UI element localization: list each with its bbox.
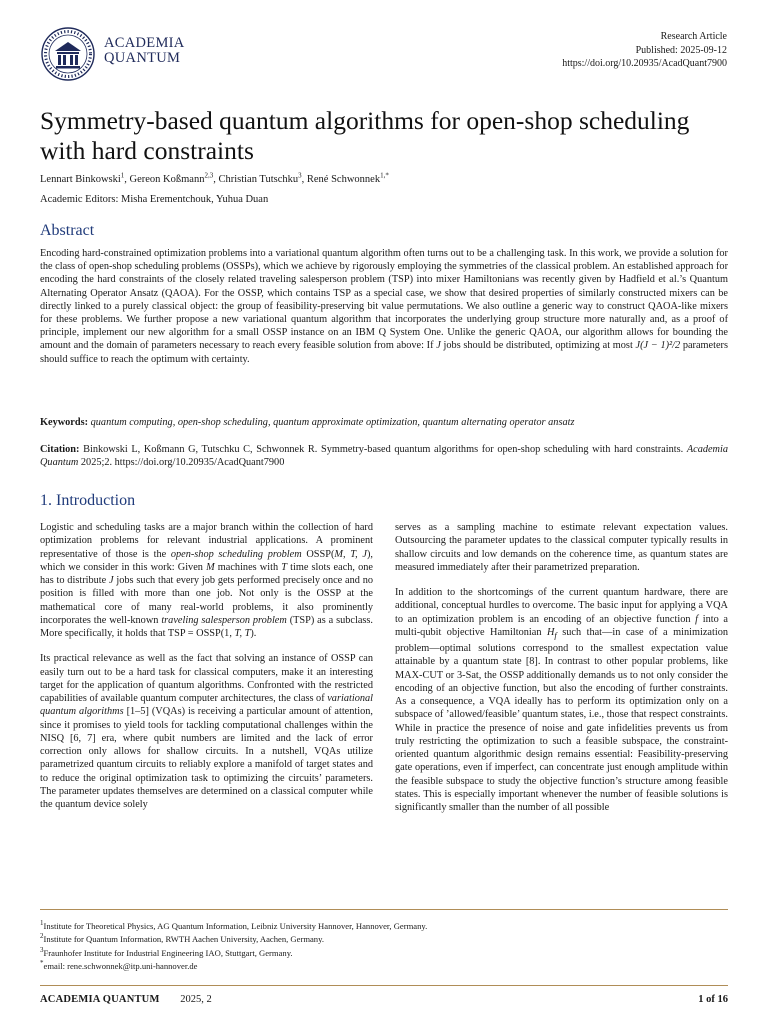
footnotes <box>40 920 427 973</box>
academic-editors: Academic Editors: Misha Erementchouk, Yuhua Duan <box>40 194 269 205</box>
page-footer <box>40 994 728 1005</box>
paragraph: serves as a sampling machine to estimate relevant expectation values. Outsourcing the parameter updates to the classical computer typically results in shallow circuits and low demands on the coherence time, as quantum states are measured immediately after their parametrized preparation. <box>395 522 728 573</box>
article-meta <box>562 30 727 71</box>
abstract-heading: Abstract <box>40 222 95 239</box>
paragraph: Its practical relevance as well as the fact that solving an instance of OSSP can easily turn out to be a hard task for classical computers, make it an interesting target for the application of quantum algorithms. Confronted with the restricted capabilities of available quantum computer architectures, the class of variational quantum algorithms [1–5] (VQAs) is receiving a particular amount of attention, since it promises to yield tools for tackling computational challenges within the NISQ [6, 7] era, where qubit numbers are limited and the lack of error correction only allows for shallow circuits. In a nutshell, VQAs utilize parametrized quantum circuits to reliably explore a manifold of target states and to reduce the original optimization task to optimizing the circuits’ parameters. The parameter updates themselves are determined on a classical computer while the quantum device solely <box>40 653 373 810</box>
abstract-text: Encoding hard-constrained optimization problems into a variational quantum algorithm often turns out to be a challenging task. In this work, we provide a solution for the class of open-shop scheduling problems (OSSPs), which we achieve by rigorously employing the symmetries of the classical problem. An established approach for encoding the hard constraints of the closely related traveling salesperson problem (TSP) into mixer Hamiltonians was recently given by Hadfield et al.’s Quantum Alternating Operator Ansatz (QAOA). For the OSSP, which contains TSP as a special case, we show that desired properties of similarly constructed mixers can be directly linked to a purely classical object: the group of feasibility-preserving bit value permutations. We also outline a generic way to construct QAOA-like mixers for these problems. We further propose a new variational quantum algorithm that incorporates the underlying group structure more naturally and, as a proof of principle, implement our new algorithm for a small OSSP instance on an IBM Q System One. Unlike the generic QAOA, our algorithm allows for bounding the amount and the domain of parameters necessary to reach every feasible solution from above: If J jobs should be distributed, optimizing at most J(J − 1)²/2 parameters should suffice to reach the optimum with certainty. <box>40 248 728 365</box>
article-type: Research Article <box>660 31 727 42</box>
citation-label: Citation: <box>40 444 80 455</box>
journal-logo[interactable] <box>40 26 200 82</box>
author-name[interactable]: Gereon Koßmann <box>129 174 205 185</box>
paragraph: Logistic and scheduling tasks are a major branch within the collection of hard optimization problems for relevant industrial applications. A prominent representative of those is the open-shop scheduling problem OSSP(M, T, J), which we consider in this work: Given M machines with T time slots each, one has to distribute J jobs such that every job gets performed precisely once and no position is filled with more than one job. Not only is the OSSP at the mathematical core of many real-world problems, it also prominently incorporates the well-known traveling salesperson problem (TSP) as a subclass. More specifically, it holds that TSP = OSSP(1, T, T). <box>40 522 373 639</box>
section-heading-introduction: 1. Introduction <box>40 492 136 509</box>
footnote: $^1$Institute for Theoretical Physics, AG Quantum Information, Leibniz University Hannover, Hannover, Germany. <box>40 919 428 931</box>
journal-brand <box>104 36 185 66</box>
paragraph: In addition to the shortcomings of the current quantum hardware, there are additional, conceptual hurdles to overcome. The basic input for applying a VQA to an optimization problem is an encoding of an objective function f into a multi-qubit objective Hamiltonian $H_f$ such that—in case of a minimization problem—optimal solutions correspond to the smallest expectation value attainable by a quantum state [8]. In contrast to other popular problems, like MAX-CUT or 3-Sat, the OSSP additionally demands us to not only consider the encoding of an objective function, but also the encoding of further constraints. As a consequence, a VQA ideally has to perform its optimization only on a subspace of ’allowed/feasible’ quantum states, i.e., those that respect constraints. While in practice the presence of noise and gate infidelities prevents us from truly restricting the optimization to such a feasible subspace, the constraint-oriented quantum algorithmic design remains essential: Feasibility-preserving gate operations, even if imperfect, can concentrate just enough amplitude within the feasible subspace to study the objective function’s structure among feasible states. This is especially important whenever the number of feasible solutions is significantly smaller than the number of all possible <box>395 587 729 814</box>
author-name[interactable]: Lennart Binkowski <box>40 174 121 185</box>
keywords <box>40 416 730 429</box>
author-affiliation: 3 <box>298 171 302 180</box>
page-number: 1 of 16 <box>698 994 728 1005</box>
keywords-label: Keywords: <box>40 417 89 428</box>
footer-journal: ACADEMIA QUANTUM <box>40 994 160 1005</box>
doi-link[interactable]: https://doi.org/10.20935/AcadQuant7900 <box>562 58 727 69</box>
author-affiliation: 1,* <box>380 171 389 180</box>
footnote-divider <box>40 909 728 910</box>
author-list: Lennart Binkowski$^1$, Gereon Koßmann$^{2,3}$, Christian Tutschku$^3$, René Schwonnek$^{1,*}$ <box>40 171 389 185</box>
paper-title: Symmetry-based quantum algorithms for open-shop scheduling with hard constraints <box>40 106 690 165</box>
footnote: *email: rene.schwonnek@itp.uni-hannover.de <box>40 959 198 971</box>
brand-line-2: QUANTUM <box>104 50 181 66</box>
footnote: $^3$Fraunhofer Institute for Industrial Engineering IAO, Stuttgart, Germany. <box>40 945 293 958</box>
citation: Citation: Binkowski L, Koßmann G, Tutschku C, Schwonnek R. Symmetry-based quantum algorithms for open-shop scheduling with hard constraints. Academia Quantum 2025;2. https://doi.org/10.20935/AcadQuant7900 <box>40 444 729 469</box>
author-affiliation: 1 <box>120 171 125 180</box>
footer-divider <box>40 985 728 986</box>
brand-line-1: ACADEMIA <box>104 35 185 51</box>
author-affiliation: 2,3 <box>204 171 214 180</box>
footer-volume: 2025, 2 <box>180 994 212 1005</box>
body-column-right <box>395 521 728 826</box>
academia-seal-icon <box>40 26 96 82</box>
publish-date: Published: 2025-09-12 <box>635 44 727 56</box>
body-column-left <box>40 521 373 823</box>
author-name[interactable]: Christian Tutschku <box>218 174 299 185</box>
footnote: $^2$Institute for Quantum Information, RWTH Aachen University, Aachen, Germany. <box>40 932 324 945</box>
keywords-text: quantum computing, open-shop scheduling, quantum approximate optimization, quantum alternating operator ansatz <box>90 417 575 428</box>
author-name[interactable]: René Schwonnek <box>306 174 381 185</box>
